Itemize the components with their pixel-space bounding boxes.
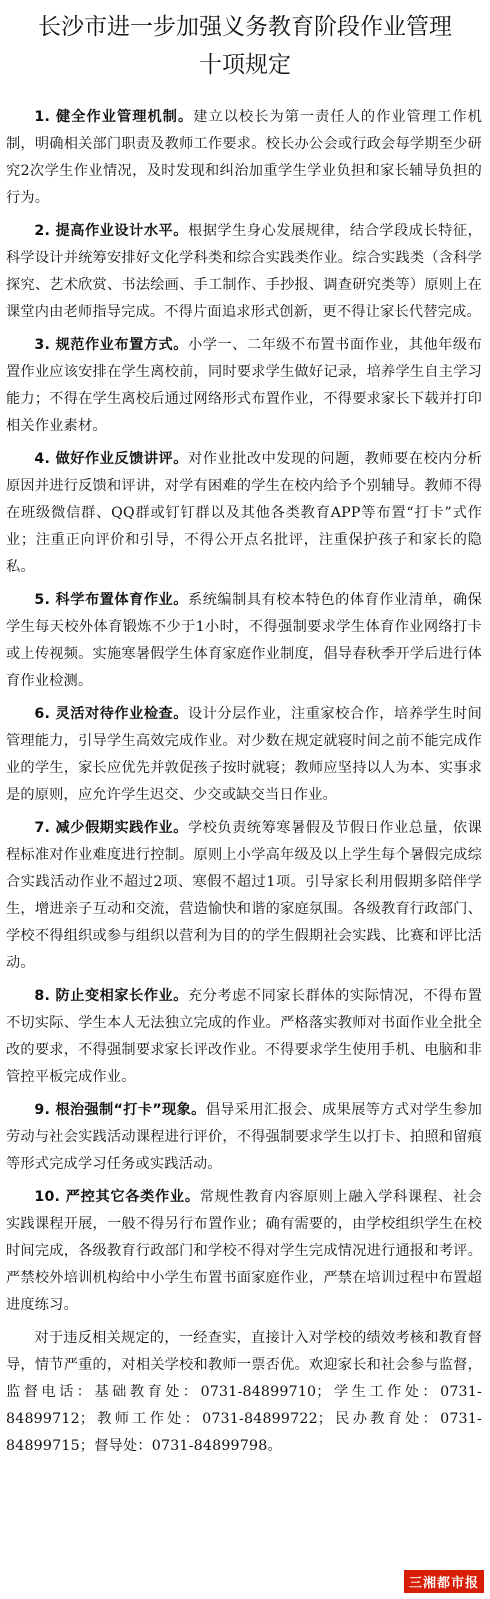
spacer [0,84,490,104]
regulation-item-8 [6,983,482,1091]
regulation-item-1 [6,104,482,212]
regulation-heading: 8. 防止变相家长作业。 [34,988,188,1004]
newspaper-logo: 三湘都市报 [404,1570,484,1593]
regulation-text: 根据学生身心发展规律，结合学段成长特征，科学设计并统筹安排好文化学科类和综合实践类作业。综合实践类（含科学探究、艺术欣赏、书法绘画、手工制作、手抄报、调查研究类等）原则上在课堂内由老师指导完成。不得片面追求形式创新，更不得让家长代替完成。 [6,223,482,320]
regulation-text: 常规性教育内容原则上融入学科课程、社会实践课程开展，一般不得另行布置作业；确有需要的，由学校组织学生在校时间完成，各级教育行政部门和学校不得对学生完成情况进行通报和考评。严禁校外培训机构给中小学生布置书面家庭作业，严禁在培训过程中布置超进度练习。 [6,1189,482,1313]
regulation-heading: 4. 做好作业反馈讲评。 [34,451,188,467]
regulation-item-9 [6,1097,482,1178]
regulation-text: 倡导采用汇报会、成果展等方式对学生参加劳动与社会实践活动课程进行评价，不得强制要求学生以打卡、拍照和留痕等形式完成学习任务或实践活动。 [6,1102,482,1172]
regulation-text: 小学一、二年级不布置书面作业，其他年级布置作业应该安排在学生离校前，同时要求学生做好记录，培养学生自主学习能力；不得在学生离校后通过网络形式布置作业，不得要求家长下载并打印相关作业素材。 [6,337,482,434]
regulation-text: 系统编制具有校本特色的体育作业清单，确保学生每天校外体育锻炼不少于1小时，不得强制要求学生体育作业网络打卡或上传视频。实施寒暑假学生体育家庭作业制度，倡导春秋季开学后进行体育作业检测。 [6,592,482,689]
regulation-item-6 [6,701,482,809]
regulation-heading: 5. 科学布置体育作业。 [34,592,188,608]
closing-paragraph: 对于违反相关规定的，一经查实，直接计入对学校的绩效考核和教育督导，情节严重的，对相关学校和教师一票否优。欢迎家长和社会参与监督，监督电话：基础教育处：0731-84899710；学生工作处：0731-84899712；教师工作处：0731-84899722；民办教育处：0731-84899715；督导处：0731-84899798。 [6,1330,482,1454]
regulation-text: 建立以校长为第一责任人的作业管理工作机制，明确相关部门职责及教师工作要求。校长办公会或行政会每学期至少研究2次学生作业情况，及时发现和纠治加重学生学业负担和家长辅导负担的行为。 [6,109,482,206]
regulation-item-2 [6,218,482,326]
regulation-text: 对作业批改中发现的问题，教师要在校内分析原因并进行反馈和评讲，对学有困难的学生在校内给予个别辅导。教师不得在班级微信群、QQ群或钉钉群以及其他各类教育APP等布置“打卡”式作业；注重正向评价和引导，不得公开点名批评，注重保护孩子和家长的隐私。 [6,451,482,575]
regulation-text: 设计分层作业，注重家校合作，培养学生时间管理能力，引导学生高效完成作业。对少数在规定就寝时间之前不能完成作业的学生，家长应优先并敦促孩子按时就寝；教师应坚持以人为本、实事求是的原则，应允许学生迟交、少交或缺交当日作业。 [6,706,482,803]
regulation-heading: 6. 灵活对待作业检查。 [34,706,188,722]
document-title: 长沙市进一步加强义务教育阶段作业管理 [38,14,452,40]
regulation-heading: 9. 根治强制“打卡”现象。 [34,1102,206,1118]
regulation-heading: 10. 严控其它各类作业。 [34,1189,200,1205]
regulation-heading: 2. 提高作业设计水平。 [34,223,188,239]
regulation-heading: 3. 规范作业布置方式。 [34,337,188,353]
regulation-item-3 [6,332,482,440]
regulation-heading: 7. 减少假期实践作业。 [34,820,188,836]
regulation-item-5 [6,587,482,695]
regulation-text: 学校负责统筹寒暑假及节假日作业总量，依课程标准对作业难度进行控制。原则上小学高年级及以上学生每个暑假完成综合实践活动作业不超过2项、寒假不超过1项。引导家长利用假期多陪伴学生，增进亲子互动和交流，营造愉快和谐的家庭氛围。各级教育行政部门、学校不得组织或参与组织以营利为目的的学生假期社会实践、比赛和评比活动。 [6,820,482,971]
regulation-item-7 [6,815,482,977]
regulation-list [0,104,490,1460]
regulation-heading: 1. 健全作业管理机制。 [34,109,194,125]
regulation-item-4 [6,446,482,581]
document-subtitle: 十项规定 [199,52,291,78]
regulation-text: 充分考虑不同家长群体的实际情况，不得布置不切实际、学生本人无法独立完成的作业。严格落实教师对书面作业全批全改的要求，不得强制要求家长评改作业。不得要求学生使用手机、电脑和非管控平板完成作业。 [6,988,482,1085]
regulation-item-10 [6,1184,482,1319]
